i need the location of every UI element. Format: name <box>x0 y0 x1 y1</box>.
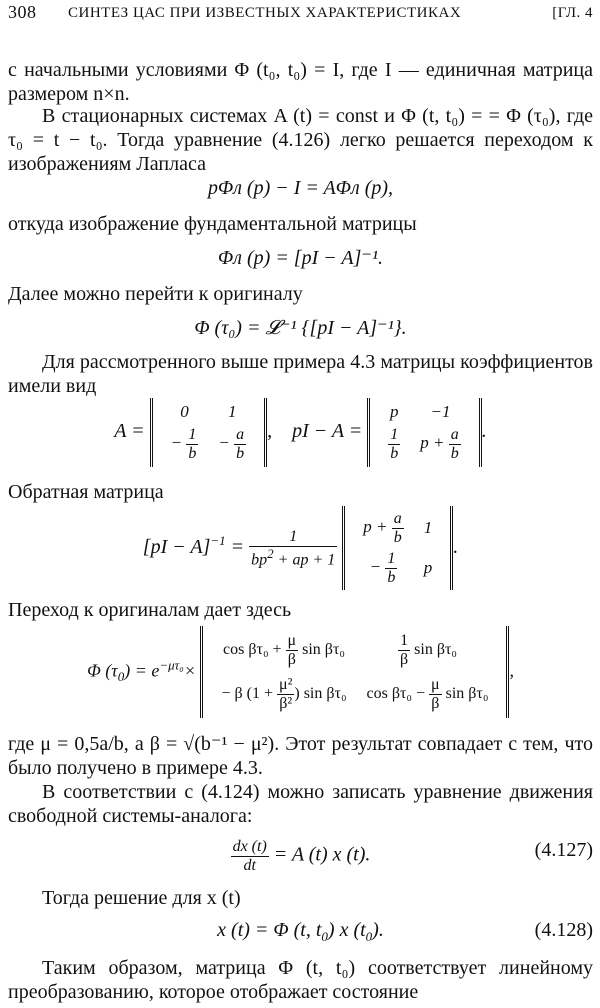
chapter-label: [ГЛ. 4 <box>552 5 593 21</box>
equation-transition-matrix: Φ $(\tau_0) = e^{-\mu\tau_0}\times$ cos βτ₀ + $\frac{\mu}{\beta}$ sin βτ₀ $\frac{1}{\beta}$ sin βτ₀ − β (1 + $\frac{\text{μ²}}{\text{β²}}$ ) sin βτ₀ cos βτ₀ − $\frac{\mu}{\beta}$ sin βτ₀ , <box>8 626 593 718</box>
paragraph-9: В соответствии с (4.124) можно записать уравнение движения свободной системы-аналога: <box>8 781 593 827</box>
page-number: 308 <box>8 2 37 22</box>
paragraph-11: Таким образом, матрица Φ (t, t₀) соответствует линейному преобразованию, которое отображает состояние <box>8 957 593 1003</box>
running-header <box>8 2 593 24</box>
paragraph-6: Обратная матрица <box>8 481 164 503</box>
equation-inverse-matrix: [pI − A]$^{-1}$ = $\frac{1}{bp^2 + ap + 1}$ p + $\frac{a}{b}$ 1 − $\frac{1}{b}$ p . <box>8 506 593 590</box>
matrix-a: 0 1 − $\frac{1}{b}$ − $\frac{a}{b}$ <box>150 398 267 467</box>
equation-laplace: pΦл (p) − I = AΦл (p), <box>207 177 394 199</box>
paragraph-3: откуда изображение фундаментальной матрицы <box>8 213 417 235</box>
paragraph-7: Переход к оригиналам дает здесь <box>8 599 292 621</box>
equation-fundamental-image: Φл (p) = [pI − A]⁻¹. <box>218 247 383 269</box>
paragraph-2: В стационарных системах A (t) = const и Φ (t, t₀) = = Φ (τ₀), где τ₀ = t − t₀. Тогда уравнение (4.126) легко решается переходом к изображениям Лапласа <box>8 105 593 175</box>
matrix-inverse: p + $\frac{a}{b}$ 1 − $\frac{1}{b}$ p <box>342 506 453 590</box>
paragraph-4: Далее можно перейти к оригиналу <box>8 283 303 305</box>
equation-solution: x (t) = Φ (t, $t_0$) x $(t_0)$. (4.128) <box>217 919 593 944</box>
paragraph-1: с начальными условиями Φ (t₀, t₀) = I, где I — единичная матрица размером n×n. <box>8 59 593 105</box>
paragraph-8: где μ = 0,5a/b, а β = √(b⁻¹ − μ²). Этот результат совпадает с тем, что было получено в примере 4.3. <box>8 733 593 779</box>
equation-number-128: (4.128) <box>534 919 593 941</box>
paragraph-10: Тогда решение для x (t) <box>42 887 241 909</box>
equation-original: Φ (τ₀) = 𝓛⁻¹ {[pI − A]⁻¹}. <box>194 317 407 339</box>
matrix-transition: cos βτ₀ + $\frac{\mu}{\beta}$ sin βτ₀ $\frac{1}{\beta}$ sin βτ₀ − β (1 + $\frac{\text{μ²}}{\text{β²}}$ ) sin βτ₀ cos βτ₀ − $\frac{\mu}{\beta}$ sin βτ₀ <box>200 626 509 718</box>
page <box>8 0 593 1008</box>
matrix-pi-minus-a: p −1 $\frac{1}{b}$ p + $\frac{a}{b}$ <box>367 398 481 467</box>
matrix-coefficients: A = 0 1 − $\frac{1}{b}$ − $\frac{a}{b}$ , pI − A = p −1 $\frac{1}{b}$ p + $\frac{a}{b}$ . <box>8 398 593 467</box>
equation-number-127: (4.127) <box>534 839 593 861</box>
paragraph-5: Для рассмотренного выше примера 4.3 матрицы коэффициентов имели вид <box>8 351 593 397</box>
equation-motion: $\frac{dx (t)}{dt}$ = A (t) x (t). (4.127) <box>232 838 593 874</box>
running-title: СИНТЕЗ ЦАС ПРИ ИЗВЕСТНЫХ ХАРАКТЕРИСТИКАХ <box>68 5 462 21</box>
